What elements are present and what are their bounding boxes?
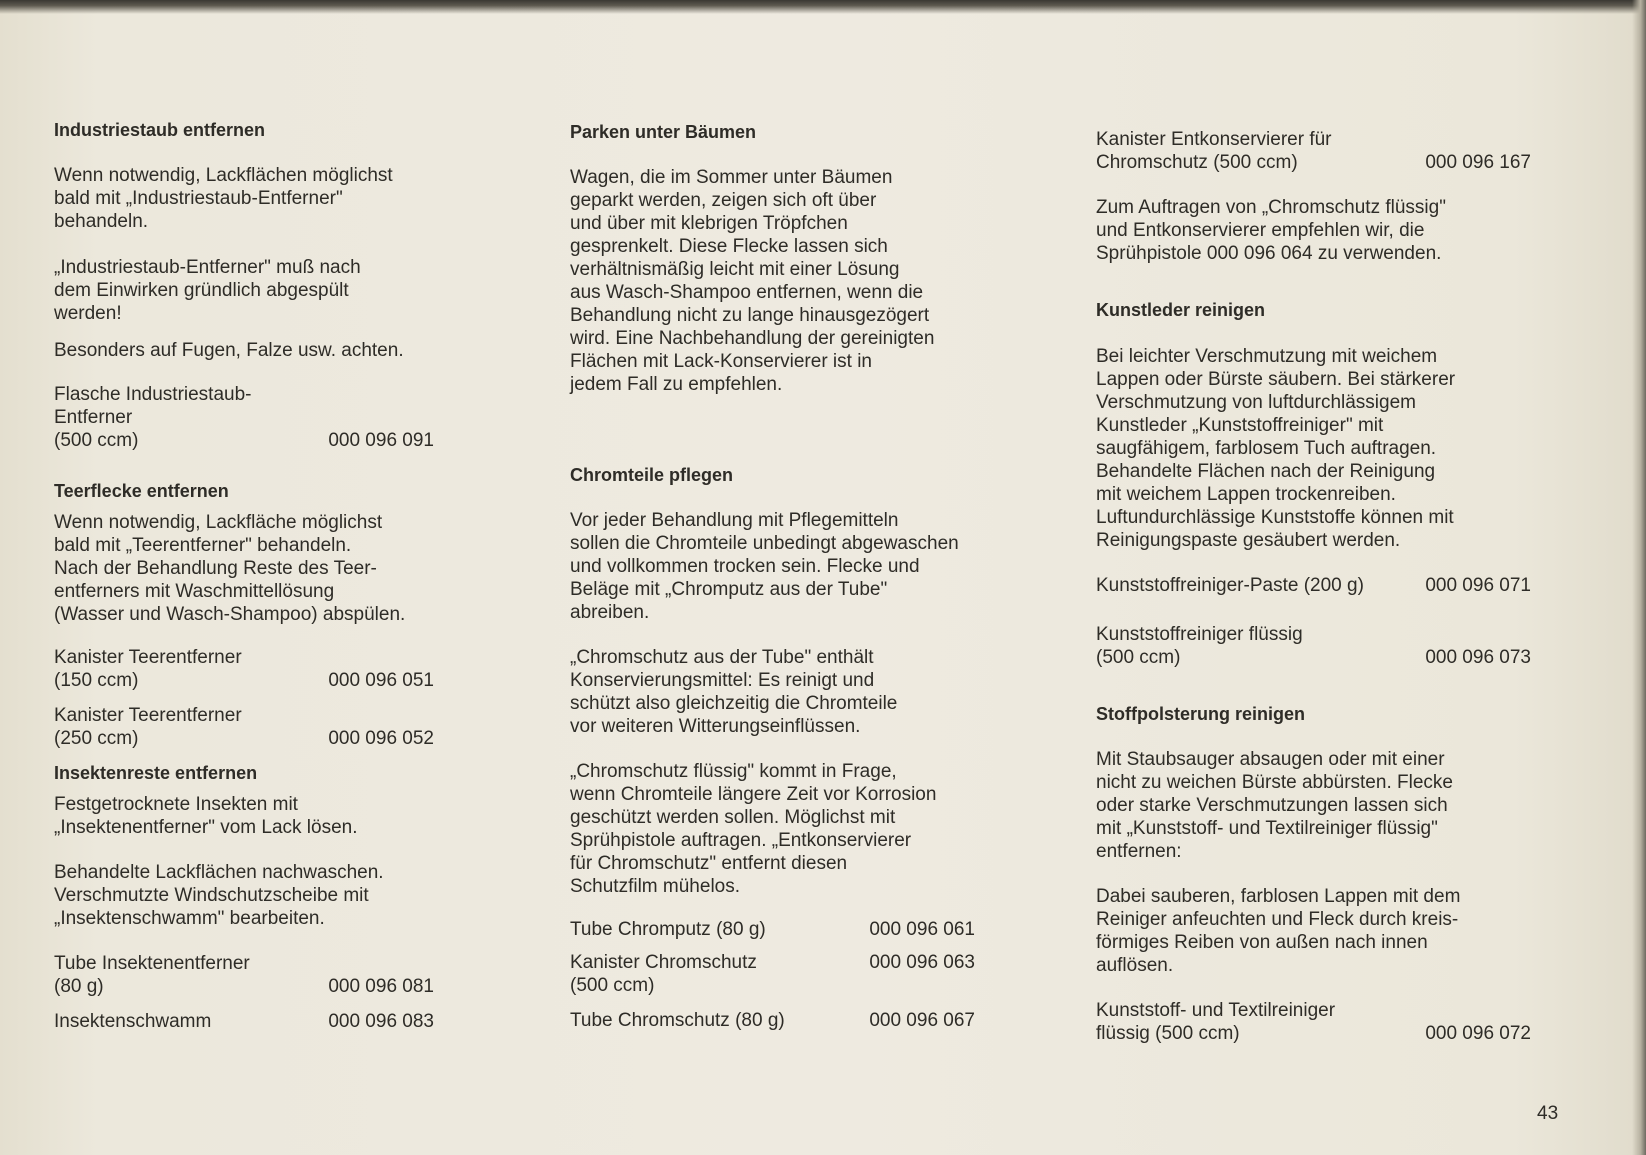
order-line-chromputz: [570, 918, 975, 941]
order-item-name: Tube Chromschutz (80 g): [570, 1010, 785, 1031]
paragraph-insekten-1: Festgetrocknete Insekten mit „Insektenentferner" vom Lack lösen.: [54, 794, 358, 838]
order-item-name: Kanister Teerentferner (250 ccm): [54, 705, 242, 749]
order-line-textilreiniger: [1096, 999, 1531, 1045]
heading-teerflecke: Teerflecke entfernen: [54, 481, 229, 501]
order-item-number: 000 096 063: [869, 952, 975, 973]
paragraph-chrom-2: „Chromschutz aus der Tube" enthält Konservierungsmittel: Es reinigt und schützt also gleichzeitig die Chromteile vor weiteren Witterungseinflüssen.: [570, 647, 898, 737]
heading-insektenreste: Insektenreste entfernen: [54, 763, 258, 783]
order-item-number: 000 096 067: [869, 1010, 975, 1031]
heading-chromteile: Chromteile pflegen: [570, 465, 734, 485]
page-top-edge: [0, 0, 1646, 14]
page-right-edge: [1632, 0, 1646, 1155]
paragraph-teerflecke: Wenn notwendig, Lackfläche möglichst bald mit „Teerentferner" behandeln. Nach der Behandlung Reste des Teer- entferners mit Waschmittellösung (Wasser und Wasch-Shampoo) abspülen.: [54, 512, 406, 625]
order-item-name: Insektenschwamm: [54, 1011, 212, 1032]
order-line-insektenentferner: [54, 952, 434, 998]
page-number: 43: [1537, 1103, 1559, 1124]
order-item-number: 000 096 083: [328, 1011, 434, 1032]
column-right: [1096, 128, 1536, 1045]
order-item-name: Flasche Industriestaub-Entferner (500 ccm): [54, 384, 252, 451]
heading-stoffpolsterung: Stoffpolsterung reinigen: [1096, 704, 1305, 724]
order-line-entkonservierer: [1096, 128, 1531, 174]
column-middle: [570, 120, 1010, 1032]
order-item-name: Kanister Teerentferner (150 ccm): [54, 647, 242, 691]
paragraph-stoff-2: Dabei sauberen, farblosen Lappen mit dem Reiniger anfeuchten und Fleck durch kreis- förmiges Reiben von außen nach innen auflösen.: [1096, 886, 1461, 976]
paragraph-chrom-3: „Chromschutz flüssig" kommt in Frage, wenn Chromteile längere Zeit vor Korrosion geschützt werden sollen. Möglichst mit Sprühpistole auftragen. „Entkonservierer für Chromschutz" entfernt diesen Schutzfilm mühelos.: [570, 761, 937, 897]
order-item-name: Kanister Entkonservierer für Chromschutz (500 ccm): [1096, 129, 1332, 173]
column-left: [54, 118, 474, 1033]
order-item-name: Tube Chromputz (80 g): [570, 919, 766, 940]
order-item-name: Kanister Chromschutz (500 ccm): [570, 952, 757, 996]
order-item-name: Tube Insektenentferner (80 g): [54, 953, 250, 997]
order-line-paste: [1096, 574, 1531, 597]
order-item-number: 000 096 061: [869, 919, 975, 940]
paragraph-parken: Wagen, die im Sommer unter Bäumen geparkt werden, zeigen sich oft über und über mit klebrigen Tröpfchen gesprenkelt. Diese Flecke lassen sich verhältnismäßig leicht mit einer Lösung aus Wasch-Shampoo entfernen, wenn die Behandlung nicht zu lange hinausgezögert wird. Eine Nachbehandlung der gereinigten Flächen mit Lack-Konservierer ist in jedem Fall zu empfehlen.: [570, 167, 935, 395]
order-line-tube-chromschutz: [570, 1009, 975, 1032]
heading-industriestaub: Industriestaub entfernen: [54, 120, 266, 140]
order-line-fluessig: [1096, 623, 1531, 669]
paragraph-industriestaub-3: Besonders auf Fugen, Falze usw. achten.: [54, 340, 404, 361]
heading-parken: Parken unter Bäumen: [570, 122, 757, 142]
paragraph-industriestaub-2: „Industriestaub-Entferner" muß nach dem Einwirken gründlich abgespült werden!: [54, 257, 361, 324]
order-line-teer-250: [54, 704, 434, 750]
order-line-industriestaub: [54, 383, 434, 452]
order-item-number: 000 096 052: [328, 728, 434, 749]
order-item-name: Kunststoff- und Textilreiniger flüssig (500 ccm): [1096, 1000, 1336, 1044]
order-item-number: 000 096 072: [1425, 1023, 1531, 1044]
paragraph-chrom-1: Vor jeder Behandlung mit Pflegemitteln sollen die Chromteile unbedingt abgewaschen und vollkommen trocken sein. Flecke und Beläge mit „Chromputz aus der Tube" abreiben.: [570, 510, 959, 623]
paragraph-insekten-2: Behandelte Lackflächen nachwaschen. Verschmutzte Windschutzscheibe mit „Insektenschwamm" bearbeiten.: [54, 862, 384, 929]
order-line-insektenschwamm: [54, 1010, 434, 1033]
order-line-teer-150: [54, 646, 434, 692]
paragraph-kunstleder: Bei leichter Verschmutzung mit weichem Lappen oder Bürste säubern. Bei stärkerer Verschmutzung von luftdurchlässigem Kunstleder „Kunststoffreiniger" mit saugfähigem, farblosem Tuch auftragen. Behandelte Flächen nach der Reinigung mit weichem Lappen trockenreiben. Luftundurchlässige Kunststoffe können mit Reinigungspaste gesäubert werden.: [1096, 346, 1456, 551]
paragraph-industriestaub-1: Wenn notwendig, Lackflächen möglichst bald mit „Industriestaub-Entferner" behandeln.: [54, 165, 393, 232]
order-item-number: 000 096 081: [328, 976, 434, 997]
order-item-number: 000 096 091: [328, 430, 434, 451]
order-item-name: Kunststoffreiniger-Paste (200 g): [1096, 575, 1364, 596]
paragraph-auftragen: Zum Auftragen von „Chromschutz flüssig" und Entkonservierer empfehlen wir, die Sprühpistole 000 096 064 zu verwenden.: [1096, 197, 1446, 264]
paragraph-stoff-1: Mit Staubsauger absaugen oder mit einer nicht zu weichen Bürste abbürsten. Flecke oder starke Verschmutzungen lassen sich mit „Kunststoff- und Textilreiniger flüssig" entfernen:: [1096, 749, 1453, 862]
order-item-number: 000 096 073: [1425, 647, 1531, 668]
order-item-number: 000 096 167: [1425, 152, 1531, 173]
order-item-number: 000 096 051: [328, 670, 434, 691]
order-item-number: 000 096 071: [1425, 575, 1531, 596]
order-line-kanister-chromschutz: [570, 951, 975, 997]
heading-kunstleder: Kunstleder reinigen: [1096, 300, 1266, 320]
order-item-name: Kunststoffreiniger flüssig (500 ccm): [1096, 624, 1303, 668]
